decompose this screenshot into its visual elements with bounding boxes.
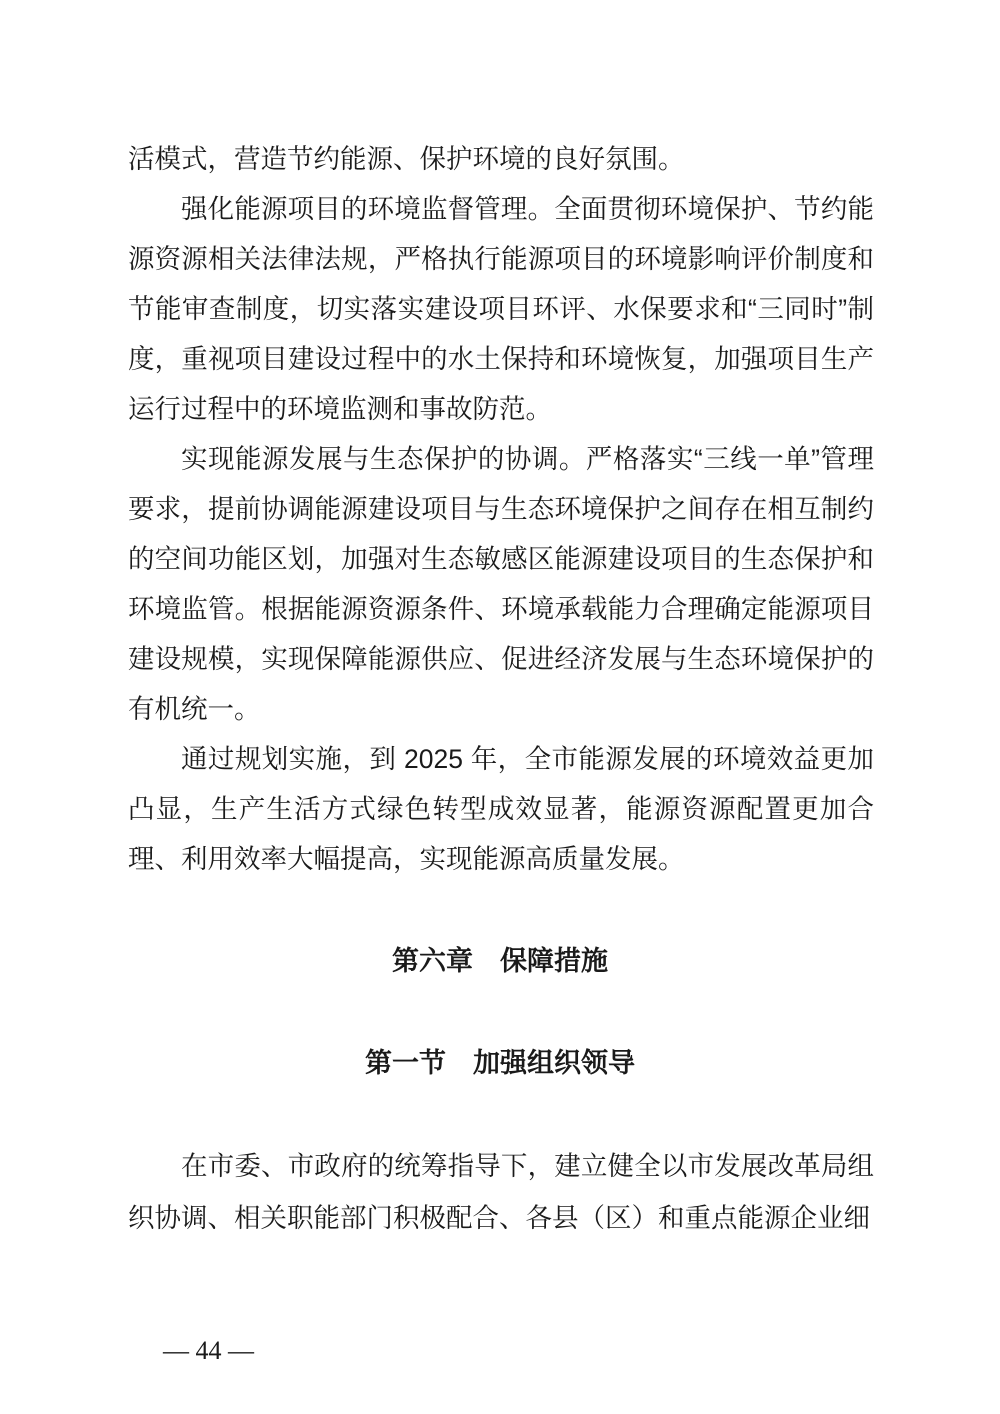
- paragraph-plan-outcome-2025: 通过规划实施，到 2025 年，全市能源发展的环境效益更加凸显，生产生活方式绿色转型成效显著，能源资源配置更加合理、利用效率大幅提高，实现能源高质量发展。: [128, 744, 874, 874]
- paragraph-continued: 活模式，营造节约能源、保护环境的良好氛围。: [128, 144, 685, 174]
- closing-paragraph-block: [128, 1140, 874, 1244]
- paragraph-organization-leadership: 在市委、市政府的统筹指导下，建立健全以市发展改革局组织协调、相关职能部门积极配合、各县（区）和重点能源企业细: [128, 1151, 874, 1233]
- paragraph-environment-supervision: 强化能源项目的环境监督管理。全面贯彻环境保护、节约能源资源相关法律法规，严格执行能源项目的环境影响评价制度和节能审查制度，切实落实建设项目环评、水保要求和“三同时”制度，重视项目建设过程中的水土保持和环境恢复，加强项目生产运行过程中的环境监测和事故防范。: [128, 194, 874, 424]
- paragraph-eco-coordination: 实现能源发展与生态保护的协调。严格落实“三线一单”管理要求，提前协调能源建设项目与生态环境保护之间存在相互制约的空间功能区划，加强对生态敏感区能源建设项目的生态保护和环境监管。根据能源资源条件、环境承载能力合理确定能源项目建设规模，实现保障能源供应、促进经济发展与生态环境保护的有机统一。: [128, 444, 874, 724]
- chapter-heading: 第六章 保障措施: [392, 946, 608, 976]
- section-heading: 第一节 加强组织领导: [365, 1048, 635, 1078]
- page-number: — 44 —: [163, 1336, 254, 1365]
- page-footer: [137, 1306, 254, 1396]
- body-text: [128, 134, 874, 884]
